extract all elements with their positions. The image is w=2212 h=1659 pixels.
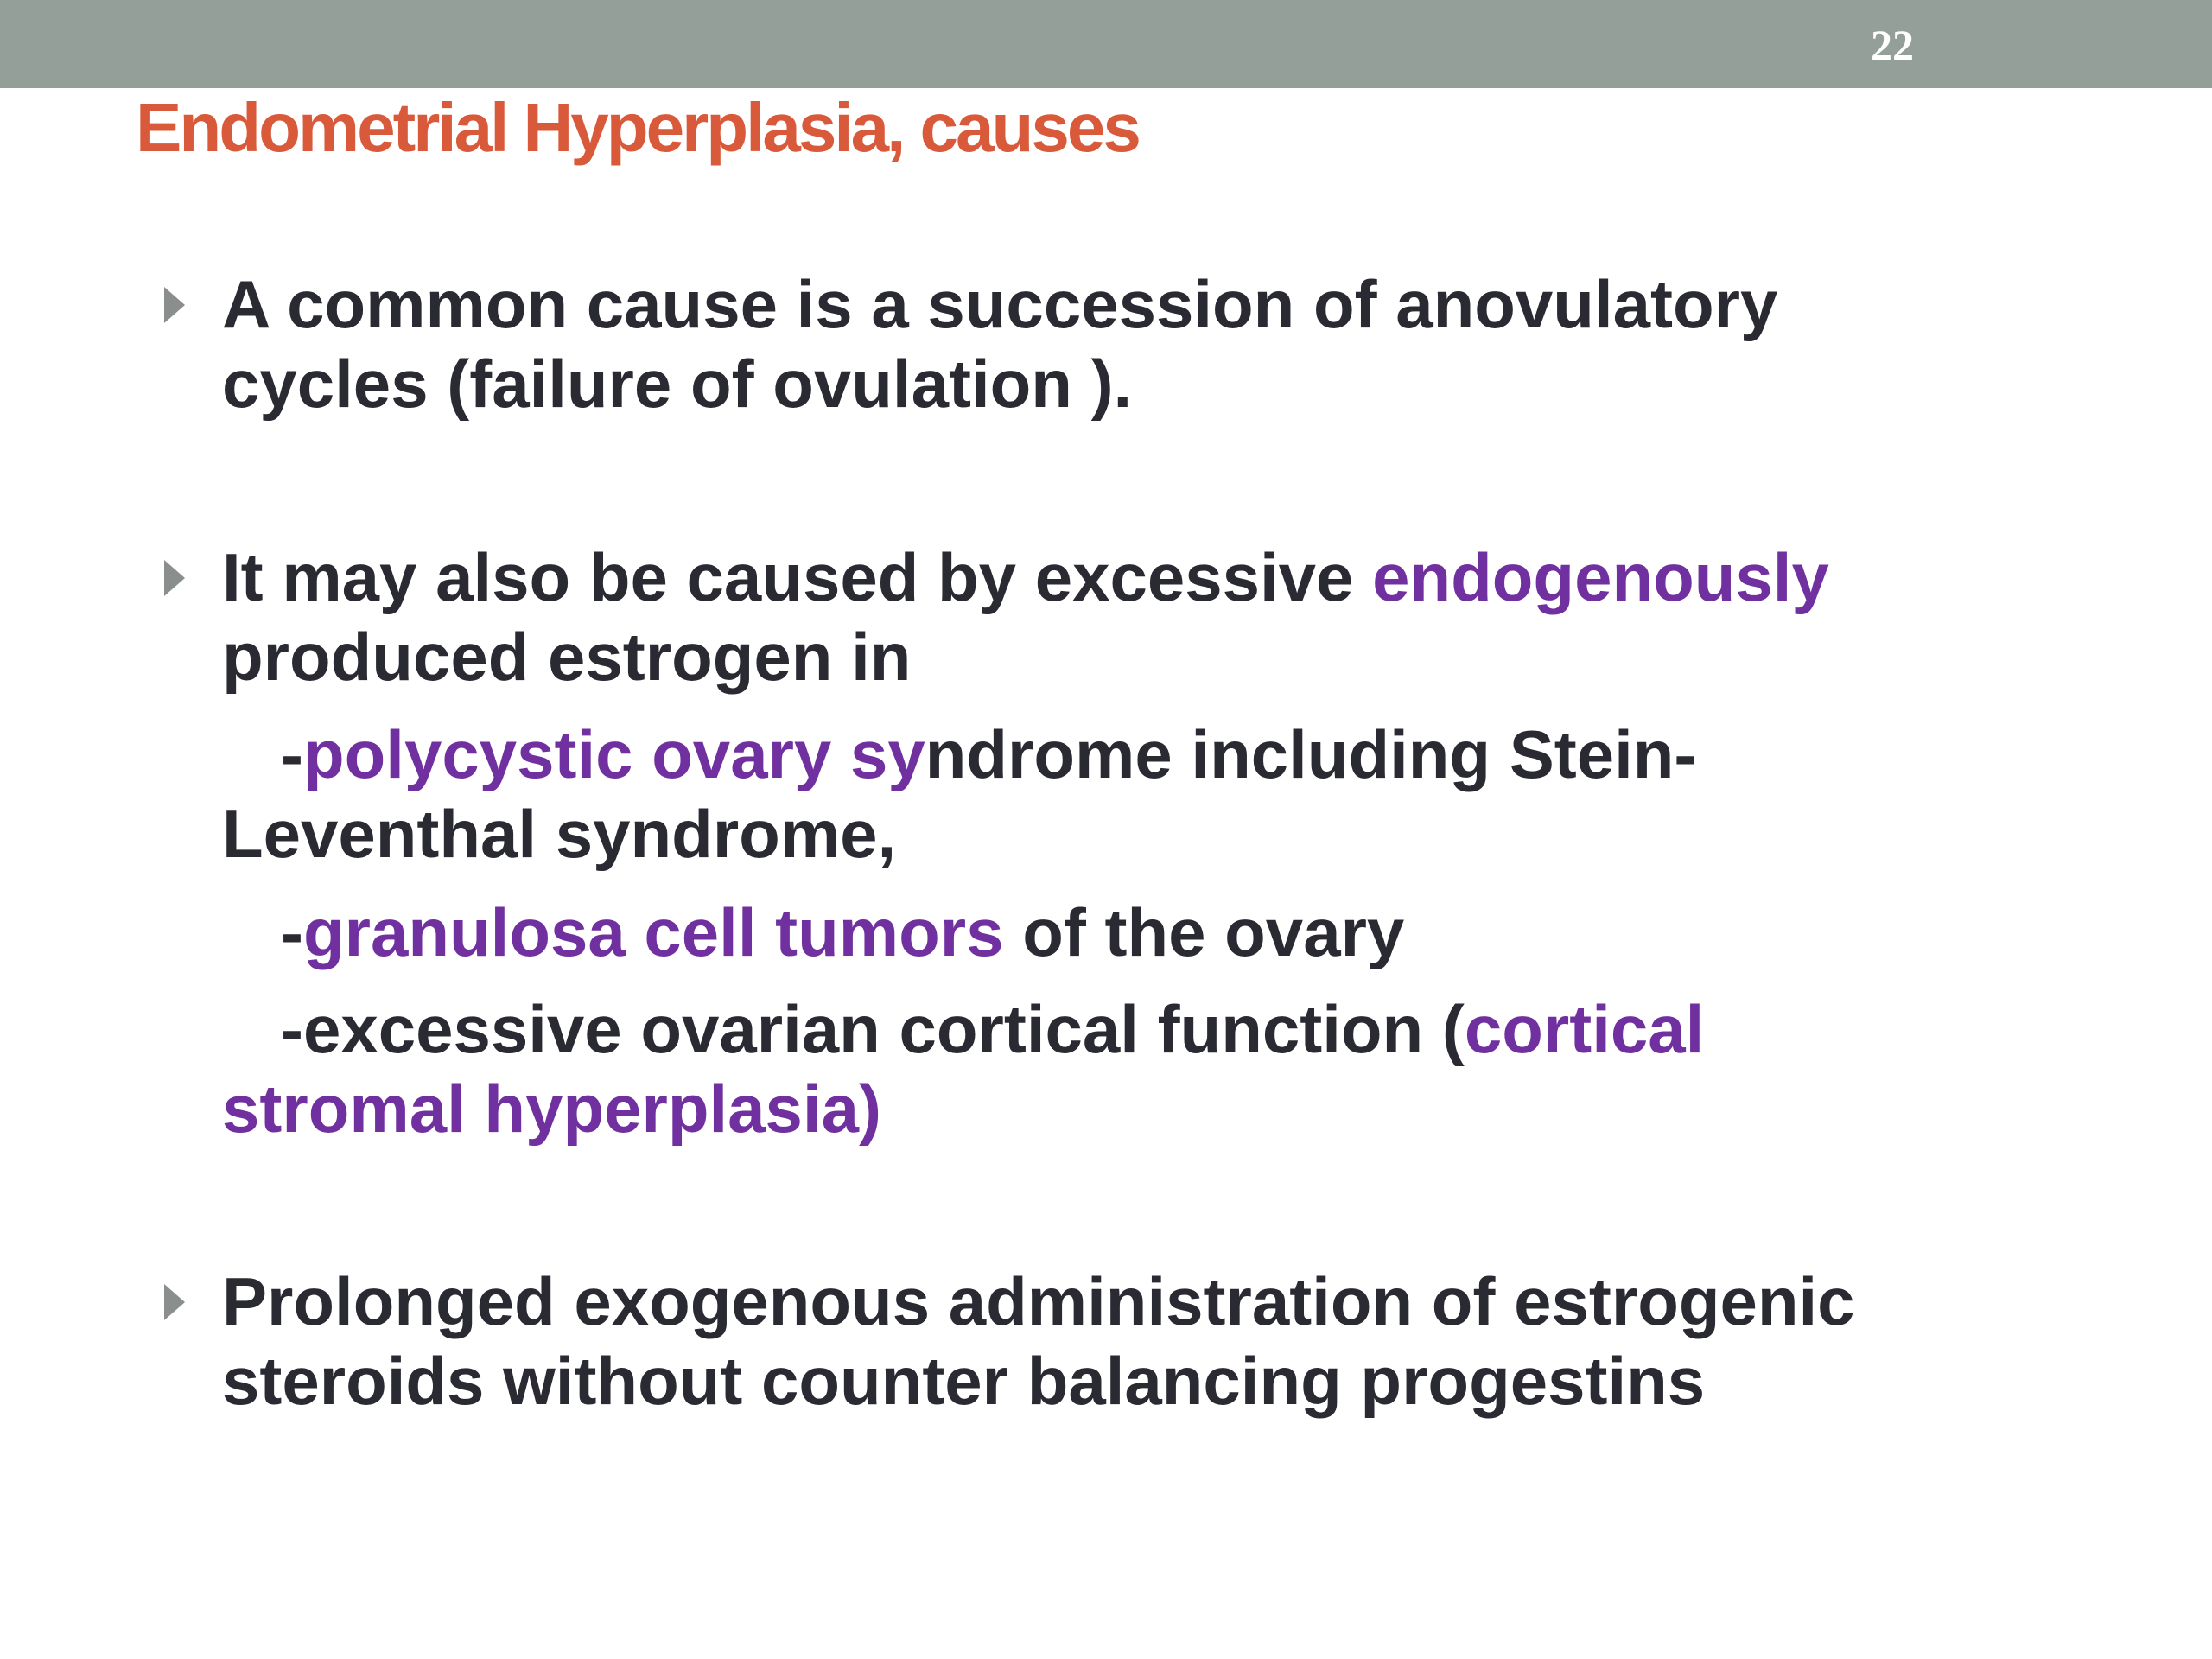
text-run: ndrome including Stein- [925, 716, 1697, 792]
text-run: Prolonged exogenous administration of estrogenic [222, 1263, 1855, 1339]
bullet-2-line-1 [222, 537, 2192, 617]
sub-item-1-line-2 [222, 794, 2192, 874]
slide-header-bar [0, 0, 2212, 88]
highlighted-term: polycystic ovary sy [302, 716, 925, 792]
bullet-1-line-1 [222, 264, 2192, 344]
text-run: A common cause is a succession of anovulatory [222, 266, 1778, 342]
highlighted-term: cortical [1464, 991, 1705, 1067]
bullet-item-1 [222, 264, 2192, 423]
highlighted-term: stromal hyperplasia) [222, 1071, 881, 1147]
sub-item-cortical-function [222, 989, 2192, 1148]
bullet-triangle-icon [164, 1284, 185, 1320]
bullet-triangle-icon [164, 287, 185, 323]
bullet-2-line-2 [222, 617, 2192, 696]
slide-title: Endometrial Hyperplasia, causes [136, 89, 1139, 166]
bullet-1-line-2 [222, 344, 2192, 423]
sub-item-granulosa-cell-tumors [222, 893, 2192, 972]
text-run: - [281, 894, 303, 970]
bullet-3-line-1 [222, 1262, 2192, 1341]
text-run: produced estrogen in [222, 619, 912, 695]
sub-item-2-line-1 [222, 893, 2192, 972]
text-run: Leventhal syndrome, [222, 796, 897, 872]
text-run: of the ovary [1003, 894, 1405, 970]
slide-number: 22 [1871, 21, 1914, 69]
bullet-item-3 [222, 1262, 2192, 1421]
highlighted-term: endogenously [1372, 539, 1829, 615]
bullet-triangle-icon [164, 560, 185, 596]
text-run: cycles (failure of ovulation ). [222, 346, 1133, 422]
sub-item-polycystic-ovary [222, 715, 2192, 874]
text-run: steroids without counter balancing progestins [222, 1343, 1706, 1419]
sub-item-3-line-2 [222, 1069, 2192, 1148]
text-run: -excessive ovarian cortical function ( [281, 991, 1465, 1067]
sub-item-1-line-1 [222, 715, 2192, 794]
bullet-item-2 [222, 537, 2192, 696]
text-run: - [281, 716, 303, 792]
sub-item-3-line-1 [222, 989, 2192, 1069]
text-run: It may also be caused by excessive [222, 539, 1373, 615]
bullet-3-line-2 [222, 1341, 2192, 1421]
highlighted-term: granulosa cell tumors [302, 894, 1004, 970]
